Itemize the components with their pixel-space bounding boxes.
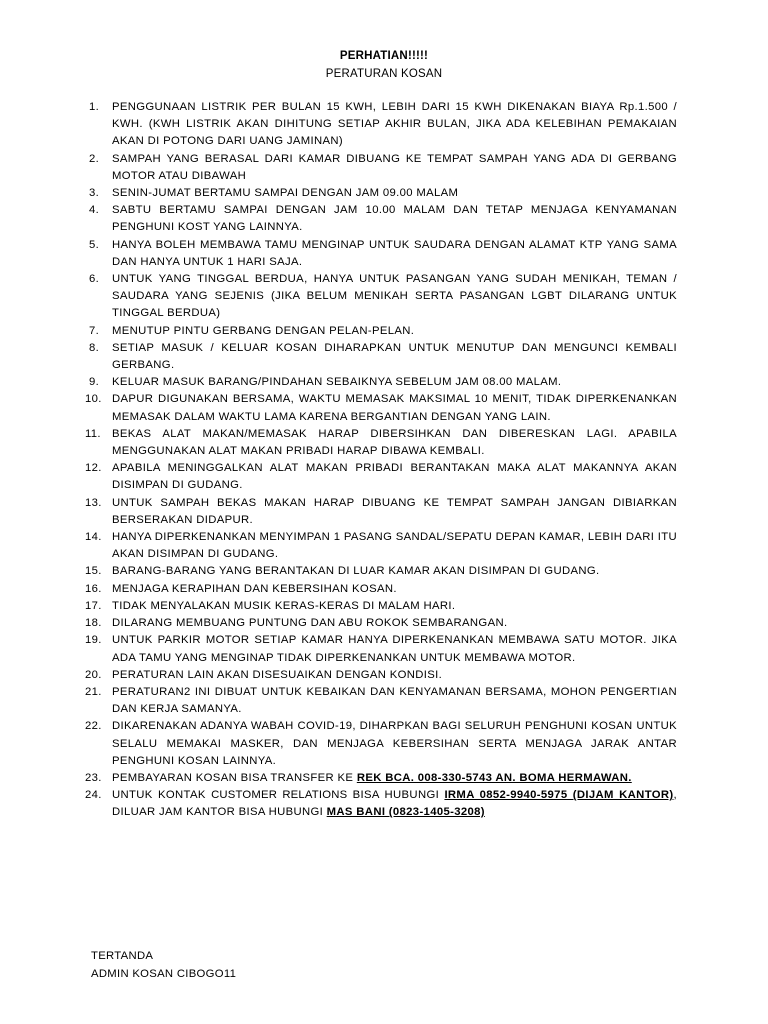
rule-number: 4.	[89, 204, 100, 217]
bank-account-text: REK BCA. 008-330-5743 AN. BOMA HERMAWAN.	[356, 771, 632, 784]
rule-item	[89, 340, 677, 374]
rule-text: SAMPAH YANG BERASAL DARI KAMAR DIBUANG KE TEMPAT SAMPAH YANG ADA DI GERBANG MOTOR ATAU DIBAWAH	[112, 152, 677, 182]
rule-item-contact	[85, 787, 677, 821]
rule-item	[85, 426, 677, 460]
rule-number: 3.	[89, 187, 100, 200]
rule-number: 16.	[85, 582, 102, 595]
rule-text: BEKAS ALAT MAKAN/MEMASAK HARAP DIBERSIHKAN DAN DIBERESKAN LAGI. APABILA MENGGUNAKAN ALAT MAKAN PRIBADI HARAP DIBAWA KEMBALI.	[112, 427, 677, 458]
rule-number: 19.	[85, 634, 102, 647]
rule-number: 12.	[85, 462, 102, 475]
rule-text: DILARANG MEMBUANG PUNTUNG DAN ABU ROKOK SEMBARANGAN.	[112, 617, 508, 630]
rule-number: 8.	[89, 341, 100, 354]
rule-text: SETIAP MASUK / KELUAR KOSAN DIHARAPKAN UNTUK MENUTUP DAN MENGUNCI KEMBALI GERBANG.	[112, 341, 677, 372]
rule-text: HANYA BOLEH MEMBAWA TAMU MENGINAP UNTUK SAUDARA DENGAN ALAMAT KTP YANG SAMA DAN HANYA UNTUK 1 HARI SAJA.	[112, 238, 677, 268]
rule-text: UNTUK KONTAK	[112, 789, 212, 802]
rule-text: PENGGUNAAN LISTRIK PER BULAN 15 KWH, LEBIH DARI 15 KWH DIKENAKAN BIAYA Rp.1.500 / KWH. (KWH LISTRIK AKAN DIHITUNG SETIAP AKHIR BULAN, JIKA ADA KELEBIHAN PEMAKAIAN AKAN DI POTONG DARI UANG JAMINAN)	[112, 101, 677, 148]
rule-item	[85, 598, 677, 615]
rule-text: PEMBAYARAN KOSAN BISA TRANSFER KE	[112, 771, 357, 784]
signature-name: ADMIN KOSAN CIBOGO11	[91, 968, 237, 980]
rule-text: UNTUK SAMPAH BEKAS MAKAN HARAP DIBUANG KE TEMPAT SAMPAH JANGAN DIBIARKAN BERSERAKAN DIDAPUR.	[112, 496, 677, 526]
rule-text: APABILA MENINGGALKAN ALAT MAKAN PRIBADI BERANTAKAN MAKA ALAT MAKANNYA AKAN DISIMPAN DI GUDANG.	[112, 462, 677, 492]
rule-text: KELUAR MASUK BARANG/PINDAHAN SEBAIKNYA SEBELUM JAM 08.00 MALAM.	[112, 376, 562, 389]
customer-relations-text: CUSTOMER RELATIONS	[211, 789, 348, 802]
rule-item	[85, 684, 677, 718]
rule-number: 22.	[85, 720, 102, 733]
rules-list	[85, 99, 677, 822]
rule-item	[89, 323, 677, 340]
rule-text: DIKARENAKAN ADANYA WABAH COVID-19, DIHARPKAN BAGI SELURUH PENGHUNI KOSAN UNTUK SELALU MEMAKAI MASKER, DAN MENJAGA KEBERSIHAN SERTA MENJAGA JARAK ANTAR PENGHUNI KOSAN LAINNYA.	[112, 720, 677, 767]
rule-text: BISA HUBUNGI	[347, 789, 445, 802]
rule-item	[85, 391, 677, 425]
rule-item-payment	[85, 770, 677, 787]
rule-number: 17.	[85, 599, 102, 612]
rule-item	[85, 460, 677, 494]
rule-text: BARANG-BARANG YANG BERANTAKAN DI LUAR KAMAR AKAN DISIMPAN DI GUDANG.	[112, 565, 600, 578]
rule-item	[85, 667, 677, 684]
rule-item	[89, 151, 677, 185]
rule-number: 23.	[85, 771, 102, 784]
rule-item	[89, 185, 677, 202]
rule-text: SABTU BERTAMU SAMPAI DENGAN JAM 10.00 MALAM DAN TETAP MENJAGA KENYAMANAN PENGHUNI KOST YANG LAINNYA.	[112, 204, 677, 234]
rule-item	[85, 529, 677, 563]
rule-item	[85, 718, 677, 770]
rule-number: 15.	[85, 565, 102, 578]
rule-number: 18.	[85, 617, 102, 630]
rule-number: 14.	[85, 531, 102, 544]
rule-item	[85, 495, 677, 529]
rule-text: , DILUAR JAM KANTOR BISA HUBUNGI	[112, 789, 677, 819]
rule-item	[85, 615, 677, 632]
rule-number: 11.	[85, 427, 101, 440]
rule-number: 24.	[85, 789, 102, 802]
rule-item	[89, 99, 677, 151]
rule-number: 5.	[89, 238, 100, 251]
office-contact-text: IRMA 0852-9940-5975 (DIJAM KANTOR)	[444, 789, 674, 802]
rule-number: 13.	[85, 496, 102, 509]
rule-item	[89, 202, 677, 236]
rule-number: 9.	[89, 376, 100, 389]
rule-number: 10.	[85, 393, 102, 406]
rule-text: PERATURAN2 INI DIBUAT UNTUK KEBAIKAN DAN KENYAMANAN BERSAMA, MOHON PENGERTIAN DAN KERJA SAMANYA.	[112, 685, 677, 716]
document-subtitle: PERATURAN KOSAN	[325, 68, 443, 80]
signature-label: TERTANDA	[91, 950, 154, 962]
rule-number: 7.	[89, 324, 100, 337]
rule-number: 2.	[89, 152, 100, 165]
rule-item	[89, 374, 677, 391]
rule-text: UNTUK PARKIR MOTOR SETIAP KAMAR HANYA DIPERKENANKAN MEMBAWA SATU MOTOR. JIKA ADA TAMU YANG MENGINAP TIDAK DIPERKENANKAN UNTUK MEMBAWA MOTOR.	[112, 634, 677, 664]
rule-item	[89, 237, 677, 271]
rule-text: MENUTUP PINTU GERBANG DENGAN PELAN-PELAN.	[112, 324, 415, 337]
rule-text: MENJAGA KERAPIHAN DAN KEBERSIHAN KOSAN.	[112, 582, 397, 595]
rule-number: 1.	[89, 101, 100, 113]
rule-number: 20.	[85, 668, 102, 681]
rule-item	[85, 563, 677, 580]
rule-item	[89, 271, 677, 323]
rule-text: SENIN-JUMAT BERTAMU SAMPAI DENGAN JAM 09.00 MALAM	[112, 187, 459, 200]
rule-item	[85, 632, 677, 666]
rule-text: TIDAK MENYALAKAN MUSIK KERAS-KERAS DI MALAM HARI.	[112, 599, 456, 612]
rule-text: UNTUK YANG TINGGAL BERDUA, HANYA UNTUK PASANGAN YANG SUDAH MENIKAH, TEMAN / SAUDARA YANG SEJENIS (JIKA BELUM MENIKAH SERTA PASANGAN LGBT DILARANG UNTUK TINGGAL BERDUA)	[112, 273, 677, 320]
rule-number: 21.	[85, 685, 102, 698]
rule-text: DAPUR DIGUNAKAN BERSAMA, WAKTU MEMASAK MAKSIMAL 10 MENIT, TIDAK DIPERKENANKAN MEMASAK DALAM WAKTU LAMA KARENA BERGANTIAN DENGAN YANG LAIN.	[112, 393, 677, 423]
rule-text: PERATURAN LAIN AKAN DISESUAIKAN DENGAN KONDISI.	[112, 668, 443, 681]
document-title: PERHATIAN!!!!!	[339, 50, 429, 62]
after-hours-contact-text: MAS BANI (0823-1405-3208)	[326, 806, 485, 819]
rule-text: HANYA DIPERKENANKAN MENYIMPAN 1 PASANG SANDAL/SEPATU DEPAN KAMAR, LEBIH DARI ITU AKAN DISIMPAN DI GUDANG.	[112, 531, 677, 561]
rule-number: 6.	[89, 273, 100, 286]
rule-item	[85, 581, 677, 598]
